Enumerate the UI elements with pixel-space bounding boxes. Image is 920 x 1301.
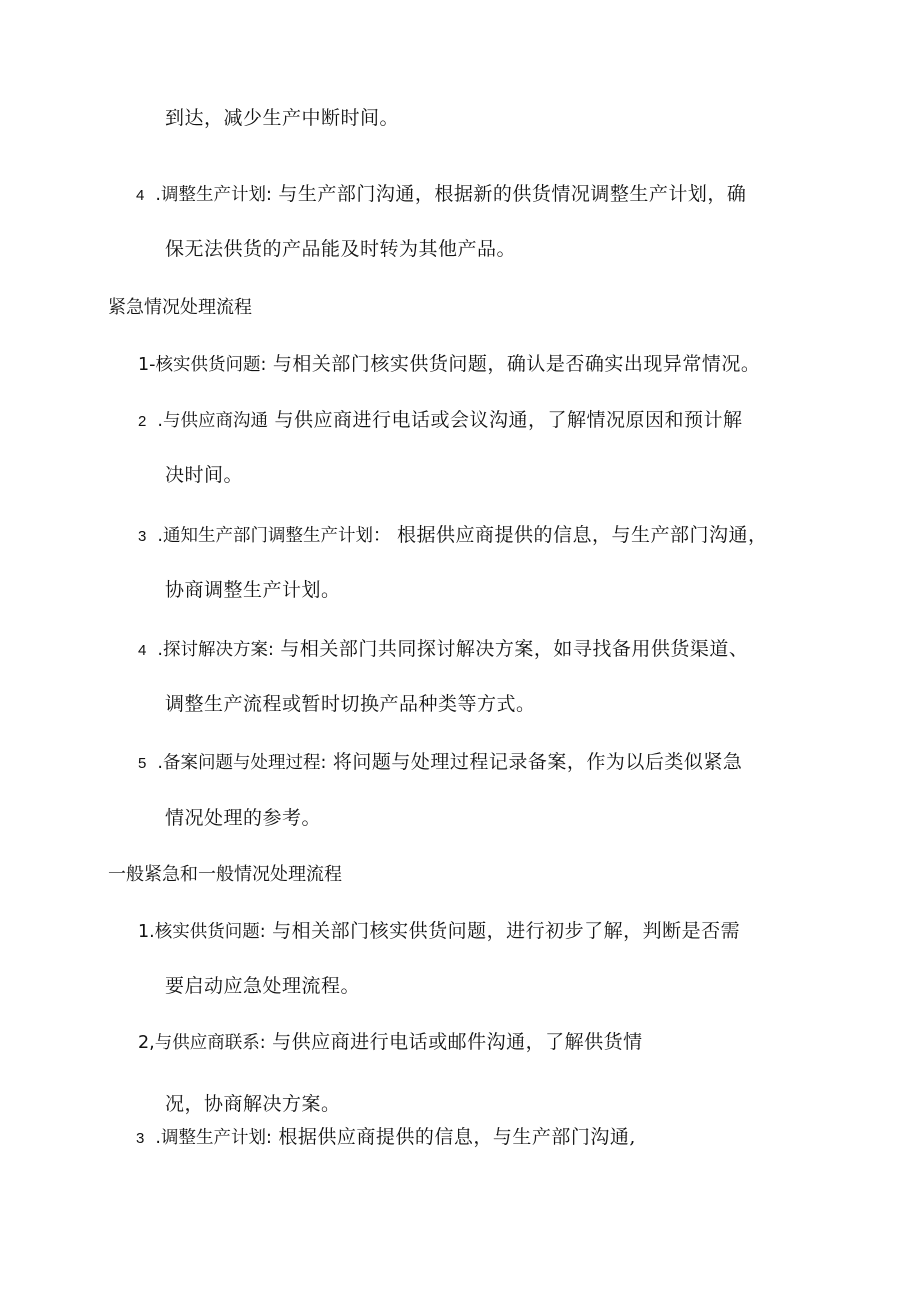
item-number: 2 [138, 413, 147, 430]
item-text: 与供应商进行电话或邮件沟通，了解供货情 [272, 1031, 643, 1053]
line-text: 保无法供货的产品能及时转为其他产品。 [165, 238, 517, 260]
item-title: .调整生产计划: [155, 1128, 272, 1148]
line-text: 况，协商解决方案。 [165, 1093, 341, 1115]
paragraph-line [165, 237, 516, 261]
item-title: 1.核实供货问题: [138, 922, 266, 942]
item-title: 1-核实供货问题: [138, 355, 267, 375]
item-text: 与供应商进行电话或会议沟通，了解情况原因和预计解 [274, 409, 743, 431]
item-text: 将问题与处理过程记录备案，作为以后类似紧急 [332, 751, 743, 773]
item-text: 根据供应商提供的信息，与生产部门沟通， [397, 524, 768, 546]
item-text: 与相关部门核实供货问题，确认是否确实出现异常情况。 [272, 353, 761, 375]
paragraph-line [165, 974, 360, 998]
item-title: .通知生产部门调整生产计划： [157, 526, 391, 546]
item-number: 5 [138, 755, 147, 772]
line-text: 决时间。 [165, 464, 244, 486]
list-item-verify-supply [138, 919, 740, 944]
heading-text: 一般紧急和一般情况处理流程 [108, 864, 342, 885]
list-item-notify-production [138, 523, 768, 549]
item-title: .备案问题与处理过程: [157, 753, 327, 773]
heading-text: 紧急情况处理流程 [108, 297, 252, 318]
list-item-adjust-plan [136, 182, 746, 208]
line-text: 协商调整生产计划。 [165, 579, 341, 601]
list-item-discuss-solution [138, 637, 748, 663]
line-text: 情况处理的参考。 [165, 807, 322, 829]
paragraph-line [165, 463, 243, 487]
item-number: 4 [138, 642, 147, 659]
list-item-adjust-plan [136, 1125, 636, 1151]
list-item-contact-supplier [138, 408, 743, 434]
list-item-contact-supplier [138, 1030, 643, 1055]
item-title: .与供应商沟通 [157, 411, 268, 431]
item-title: .探讨解决方案: [157, 640, 274, 660]
paragraph-line [165, 1092, 341, 1116]
paragraph-line [165, 578, 341, 602]
line-text: 调整生产流程或暂时切换产品种类等方式。 [165, 693, 536, 715]
item-text: 与生产部门沟通，根据新的供货情况调整生产计划，确 [278, 183, 747, 205]
item-number: 3 [138, 528, 147, 545]
list-item-record-process [138, 750, 742, 776]
item-text: 与相关部门核实供货问题，进行初步了解，判断是否需 [272, 920, 741, 942]
item-number: 3 [136, 1130, 145, 1147]
line-text: 要启动应急处理流程。 [165, 975, 361, 997]
section-heading [108, 863, 342, 887]
item-text: 根据供应商提供的信息，与生产部门沟通, [278, 1126, 636, 1148]
paragraph-line [165, 106, 399, 130]
item-text: 与相关部门共同探讨解决方案，如寻找备用供货渠道、 [280, 638, 749, 660]
paragraph-line [165, 692, 536, 716]
item-number: 4 [136, 187, 145, 204]
section-heading [108, 296, 252, 320]
list-item-verify-supply [138, 352, 760, 377]
item-title: 2,与供应商联系: [138, 1033, 266, 1053]
item-title: .调整生产计划: [155, 185, 272, 205]
paragraph-line [165, 806, 321, 830]
line-text: 到达，减少生产中断时间。 [165, 107, 400, 129]
